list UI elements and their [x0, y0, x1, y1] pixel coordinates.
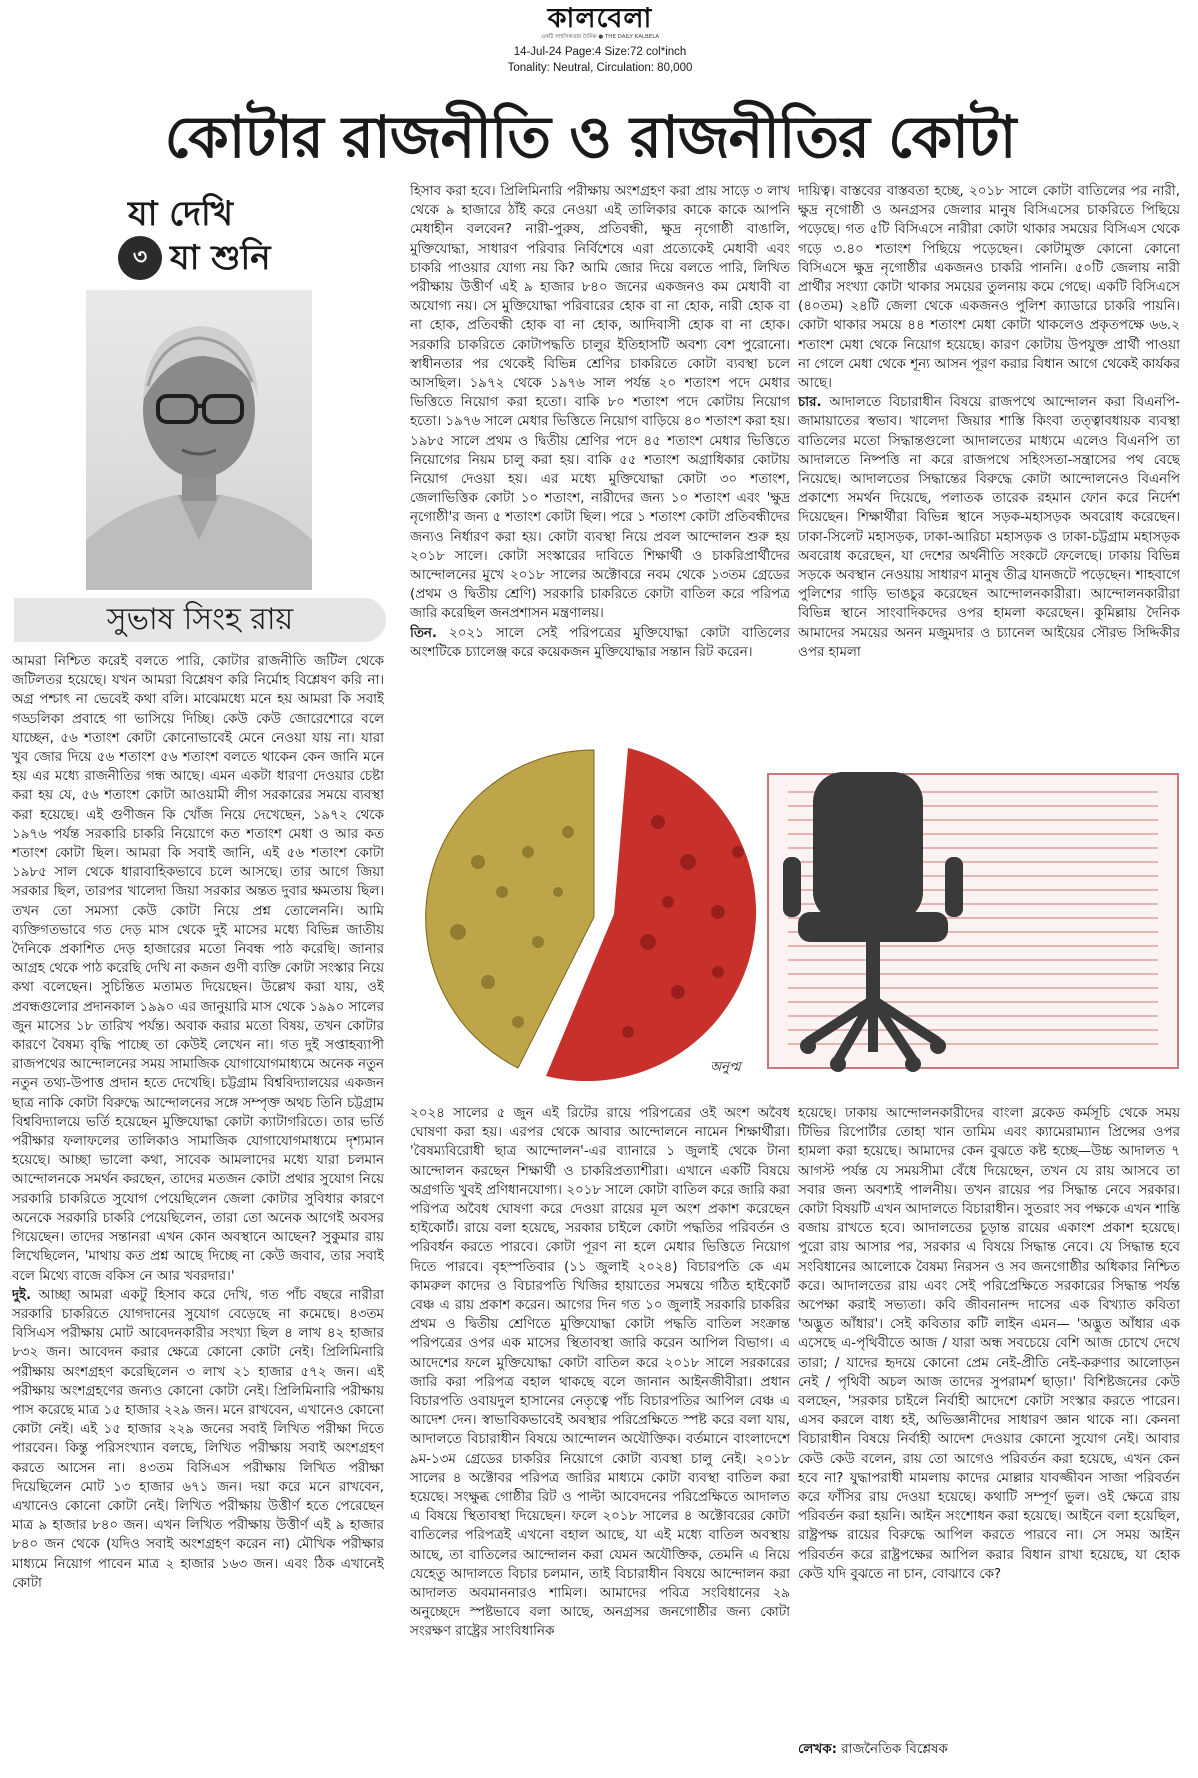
column-brand-bottom: যা শুনি — [170, 238, 271, 278]
column-brand — [118, 188, 318, 288]
illustration-signature: অনুপ্ম — [710, 1060, 741, 1075]
newspaper-logo: কালবেলা — [547, 3, 653, 34]
column-2-top-paragraph-three: ২০২১ সালে সেই পরিপত্রের মুক্তিযোদ্ধা কোটা বাতিলের অংশটিকে চ্যালেঞ্জ করে কয়েকজন মুক্তিযোদ্ধার সন্তান রিট করেন। — [410, 625, 790, 660]
author-name: সুভাষ সিংহ রায় — [14, 598, 386, 642]
column-brand-eye-icon: ৩ — [118, 236, 162, 280]
column-2-bottom-paragraph: ২০২৪ সালের ৫ জুন এই রিটের রায়ে পরিপত্রের ওই অংশ অবৈধ ঘোষণা করা হয়। এরপর থেকে আবার আন্দোলনে নামেন শিক্ষার্থীরা। 'বৈষম্যবিরোধী ছাত্র আন্দোলন'-এর ব্যানারে ১ জুলাই থেকে টানা আন্দোলন করছেন শিক্ষার্থী ও চাকরিপ্রত্যাশীরা। এখানে একটি বিষয়ে অগ্রগতি খুবই প্রণিধানযোগ্য। ২০১৮ সালে কোটা বাতিল করে জারি করা পরিপত্র অবৈধ ঘোষণা করে দেওয়া রায়ের মূল অংশ প্রকাশ করেছেন হাইকোর্ট। রায়ে বলা হয়েছে, সরকার চাইলে কোটা পদ্ধতির পরিবর্তন ও পরিবর্ধন করতে পারবে। কোটা পূরণ না হলে মেধার ভিত্তিতে নিয়োগ দিতে পারবে। বৃহস্পতিবার (১১ জুলাই ২০২৪) বিচারপতি কে এম কামরুল কাদের ও বিচারপতি খিজির হায়াতের সমন্বয়ে গঠিত হাইকোর্ট বেঞ্চ এ রায় প্রকাশ করেন। আগের দিন গত ১০ জুলাই সরকারি চাকরির প্রথম ও দ্বিতীয় শ্রেণিতে মুক্তিযোদ্ধা কোটা পদ্ধতি বাতিল সংক্রান্ত পরিপত্রের ওপর এক মাসের স্থিতাবস্থা জারি করেন আপিল বিভাগ। এ আদেশের ফলে মুক্তিযোদ্ধা কোটা বাতিল করে ২০১৮ সালে সরকারের জারি করা পরিপত্র বহাল থাকছে বলে জানান আইনজীবীরা। প্রধান বিচারপতি ওবায়দুল হাসানের নেতৃত্বে পাঁচ বিচারপতির আপিল বেঞ্চ এ আদেশ দেন। স্বাভাবিকভাবেই অবস্থার পরিপ্রেক্ষিতে স্পষ্ট করে বলা যায়, আদালতে বিচারাধীন বিষয়ে আন্দোলন অযৌক্তিক। বর্তমানে বাংলাদেশে ৯ম-১৩ম গ্রেডের চাকরির নিয়োগে কোটা ব্যবস্থা চালু নেই। ২০১৮ সালের ৪ অক্টোবর পরিপত্র জারির মাধ্যমে কোটা ব্যবস্থা বাতিল করা হয়েছে। সংক্ষুব্ধ গোষ্ঠীর রিট ও পাল্টা আবেদনের পরিপ্রেক্ষিতে আদালত এ বিষয়ে স্থিতাবস্থা দিয়েছেন। ফলে ২০১৮ সালের ৪ অক্টোবরের কোটা বাতিলের পরিপত্রই এখনো বহাল আছে, যা এই মধ্যে বাতিল অবস্থায় আছে, তা বাতিলের আন্দোলন করা যেমন অযৌক্তিক, তেমনি এ নিয়ে যেহেতু আদালতে বিচার চলমান, তাই বিচারাধীন বিষয়ে আন্দোলন করা আদালত অবমাননারও শামিল। আমাদের পবিত্র সংবিধানের ২৯ অনুচ্ছেদে স্পষ্টভাবে বলা আছে, অনগ্রসর জনগোষ্ঠীর জন্য কোটা সংরক্ষণ রাষ্ট্রের সাংবিধানিক — [410, 1106, 790, 1640]
article-headline: কোটার রাজনীতি ও রাজনীতির কোটা — [164, 103, 1016, 171]
article-column-2-top — [410, 182, 790, 736]
section-label-two: দুই. — [12, 1287, 32, 1303]
clipping-meta-line-1: 14-Jul-24 Page:4 Size:72 col*inch — [513, 46, 687, 58]
column-3-bottom-paragraph: হয়েছে। ঢাকায় আন্দোলনকারীদের বাংলা ব্লকেড কর্মসূচি থেকে সময় টিভির রিপোর্টার তোহা খান তামিম এবং ক্যামেরাম্যান প্রিন্সের ওপর হামলা করা হয়েছে। আমাদের কেন বুঝতে কষ্ট হচ্ছে—উচ্চ আদালত ৭ আগস্ট পর্যন্ত যে সময়সীমা বেঁধে দিয়েছেন, তখন যে রায় আসবে তা সবার জন্য অবশ্যই পালনীয়। তখন রায়ের পর সিদ্ধান্ত নেবে সরকার। কোটা বিষয়টি এখন আদালতে বিচারাধীন। সুতরাং সব পক্ষকে এখন শান্তি বজায় রাখতে হবে। আদালতের চূড়ান্ত রায়ের একাংশ প্রকাশ হয়েছে। পুরো রায় আসার পর, সরকার এ বিষয়ে সিদ্ধান্ত নেবে। যে সিদ্ধান্ত হবে সংবিধানের আলোকে বৈষম্য নিরসন ও সব জনগোষ্ঠীর অধিকার নিশ্চিত করে। আদালতের রায় এবং সেই পরিপ্রেক্ষিতে সরকারের সিদ্ধান্ত পর্যন্ত অপেক্ষা করাই সভ্যতা। কবি জীবনানন্দ দাসের এক বিখ্যাত কবিতা 'অদ্ভুত আঁধার'। সেই কবিতার কটি লাইন এমন— 'অদ্ভুত আঁধার এক এসেছে এ-পৃথিবীতে আজ / যারা অন্ধ সবচেয়ে বেশি আজ চোখে দেখে তারা; / যাদের হৃদয়ে কোনো প্রেম নেই-প্রীতি নেই-করুণার আলোড়ন নেই / পৃথিবী অচল আজ তাদের সুপরামর্শ ছাড়া।' বিশিষ্টজনের কেউ বলছেন, 'সরকার চাইলে নির্বাহী আদেশে কোটা সংস্কার করতে পারেন। এসব করলে বাধ্য হই, অভিজ্ঞানীদের সাধারণ জ্ঞান থাকে না। কেননা বিচারাধীন বিষয়ে নির্বাহী আদেশ দেওয়ার কোনো সুযোগ নেই। আবার কেউ কেউ বলেন, রায় তো আগেও পরিবর্তন করা হয়েছে, এখন কেন হবে না? যুদ্ধাপরাধী মামলায় কাদের মোল্লার যাবজ্জীবন সাজা পরিবর্তন করে ফাঁসির রায় দেওয়া হয়েছে। কথাটি সম্পূর্ণ ভুল। ওই ক্ষেত্রে রায় পরিবর্তন করা হয়নি। আইন সংশোধন করা হয়েছে। আইনে বলা হয়েছিল, রাষ্ট্রপক্ষ রায়ের বিরুদ্ধে আপিল করতে পারবে না। সে সময় আইন পরিবর্তন করে রাষ্ট্রপক্ষের আপিল করার বিধান রাখা হয়েছে, যা হোক কেউ যদি বুঝতে না চান, বোঝাবে কে? — [798, 1106, 1180, 1582]
article-column-2-bottom — [410, 1104, 790, 1774]
author-portrait — [86, 290, 312, 590]
clipping-meta-line-2: Tonality: Neutral, Circulation: 80,000 — [507, 62, 693, 74]
writer-credit — [798, 1740, 1180, 1759]
article-column-3-bottom — [798, 1104, 1180, 1704]
writer-label: লেখক: — [798, 1742, 837, 1757]
newspaper-tagline: একটি সাহসিকতার দৈনিক ● THE DAILY KALBELA — [540, 34, 660, 40]
article-column-1 — [12, 652, 384, 1774]
column-1-paragraph: আমরা নিশ্চিত করেই বলতে পারি, কোটার রাজনীতি জটিল থেকে জটিলতর হয়েছে। যখন আমরা বিশ্লেষণ করি নির্মোহ বিশ্লেষণ করি না। অগ্র পশ্চাৎ না ভেবেই কথা বলি। মাঝেমধ্যে মনে হয় আমরা কি সবাই গড্ডলিকা প্রবাহে গা ভাসিয়ে দিচ্ছি। কেউ কেউ জোরেশোরে বলে যাচ্ছেন, ৫৬ শতাংশ কোটা কোনোভাবেই মেনে নেওয়া যায় না। যারা খুব জোর দিয়ে ৫৬ শতাংশ ৫৬ শতাংশ বলতে থাকেন কেন জানি মনে হয় এর মধ্যে রাজনীতির গন্ধ আছে। এমন একটা ধারণা দেওয়ার চেষ্টা করা হয় যে, ৫৬ শতাংশ কোটা আওয়ামী লীগ সরকারের সময়ে ব্যবস্থা করা হয়েছে। এই গুণীজন কি খোঁজ নিয়ে দেখেছেন, ১৯৭২ থেকে ১৯৭৬ পর্যন্ত সরকারি চাকরি নিয়োগে কত শতাংশ মেধা ও আর কত শতাংশ কোটা ছিল। আমরা কি সবাই জানি, এই ৫৬ শতাংশ কোটা ১৯৮৫ সাল থেকে ধারাবাহিকভাবে চলে আসছে। তার আগে জিয়া সরকার ছিল, তারপর খালেদা জিয়া সরকার অন্তত দুবার ক্ষমতায় ছিল। তখন তো সমস্যা কেউ কোটা নিয়ে প্রশ্ন তোলেননি। আমি ব্যক্তিগতভাবে গত দেড় মাস থেকে দুই মাসের মধ্যে বিভিন্ন জাতীয় দৈনিকে প্রকাশিত দেড় হাজারের মতো নিবন্ধ পাঠ করেছি। জানার আগ্রহ থেকে পাঠ করেছি দেখি না কজন গুণী ব্যক্তি কোটা সংস্কার নিয়ে কথা বলেছেন। সুচিন্তিত মতামত দিয়েছেন। উল্লেখ করা যায়, ওই প্রবন্ধগুলোর প্রদানকাল ১৯৯০ এর জানুয়ারি মাস থেকে ১৯৯০ সালের জুন মাসের ১৮ তারিখ পর্যন্ত। অবাক করার মতো বিষয়, তখন কোটার কারণে বৈষম্য বৃদ্ধি পাচ্ছে তা কেউই লেখেন না। গত দুই সপ্তাহব্যাপী রাজপথের আন্দোলনের সময় সামাজিক যোগাযোগমাধ্যমে অনেক নতুন নতুন তথ্য-উপাত্ত প্রদান হতে দেখেছি। চট্টগ্রাম বিশ্ববিদ্যালয়ের একজন ছাত্র নাকি কোটা বিরুদ্ধে আন্দোলনের সঙ্গে সম্পৃক্ত অথচ তিনি চট্টগ্রাম বিশ্ববিদ্যালয়ে ভর্তি হয়েছেন মুক্তিযোদ্ধা কোটা ক্যাটাগরিতে। তার ভর্তি পরীক্ষার ফলাফলের তালিকাও সামাজিক যোগাযোগমাধ্যমে দৃশ্যমান হয়েছে। আচ্ছা ভালো কথা, সাবেক আমলাদের মধ্যে যারা চলমান আন্দোলনকে সমর্থন করছেন, তাদের মতজন কোটা প্রথার সুযোগ নিয়ে সরকারি চাকরিতে সুযোগ পেয়েছিলেন জেলা কোটার সুবিধার কারণে অনেকে সরকারি চাকরি পেয়েছিলেন, তারা তো অনেক আগেই অবসর গিয়েছেন। তাদের সন্তানরা এখন কোন অবস্থানে আছেন? সুকুমার রায় লিখেছিলেন, 'মাথায় কত প্রশ্ন আছে দিচ্ছে না কেউ জবাব, তার সবাই বলে মিথ্যে বাজে বকিস নে আর খবরদার।' — [12, 654, 384, 1284]
article-illustration — [418, 742, 1182, 1092]
writer-title: রাজনৈতিক বিশ্লেষক — [836, 1742, 948, 1757]
column-3-top-paragraph-four: আদালতে বিচারাধীন বিষয়ে রাজপথে আন্দোলন করা বিএনপি-জামায়াতের স্বভাব। খালেদা জিয়ার শাস্তি কিংবা তত্ত্বাবধায়ক ব্যবস্থা বাতিলের মতো সিদ্ধান্তগুলো আদালতের মাধ্যমে এলেও বিএনপি তা আদালতে নিষ্পত্তি না করে রাজপথে সহিংসতা-সন্ত্রাসের পথ বেছে নিয়েছে। আদালতের সিদ্ধান্তের বিরুদ্ধে কোটা আন্দোলনেও বিএনপি প্রকাশ্যে সমর্থন দিয়েছে, পলাতক তারেক রহমান ফোন করে নির্দেশ দিয়েছেন। শিক্ষার্থীরা বিভিন্ন স্থানে সড়ক-মহাসড়ক অবরোধ করেছেন। ঢাকা-সিলেট মহাসড়ক, ঢাকা-আরিচা মহাসড়ক ও ঢাকা-চট্টগ্রাম মহাসড়ক অবরোধ করেছেন, যা দেশের অর্থনীতি সংকটে ফেলেছে। ঢাকায় বিভিন্ন সড়কে অবস্থান নেওয়ায় সাধারণ মানুষ তীব্র যানজটে পড়েছেন। শাহবাগে পুলিশের গাড়ি ভাঙচুর করেছেন আন্দোলনকারীরা। আন্দোলনকারীরা বিভিন্ন স্থানে সাংবাদিকদের ওপর হামলা করেছেন। কুমিল্লায় দৈনিক আমাদের সময়ের অনন মজুমদার ও চ্যানেল আইয়ের সৌরভ সিদ্দিকীর ওপর হামলা — [798, 395, 1180, 660]
column-brand-top: যা দেখি — [128, 194, 233, 234]
column-3-top-paragraph: দায়িত্ব। বাস্তবের বাস্তবতা হচ্ছে, ২০১৮ সালে কোটা বাতিলের পর নারী, ক্ষুদ্র নৃগোষ্ঠী ও অনগ্রসর জেলার মানুষ বিসিএসের চাকরিতে পিছিয়ে পড়েছে। গত ৫টি বিসিএসে নারীরা কোটা থাকার সময়ের বিসিএস থেকে গড়ে ৩.৪০ শতাংশ পিছিয়ে পড়েছেন। কোটামুক্ত কোনো কোনো বিসিএসে ক্ষুদ্র নৃগোষ্ঠীর একজনও চাকরি পাননি। ৫০টি জেলায় নারী প্রার্থীর সংখ্যা কোটা থাকার সময়ের তুলনায় কমে গেছে। একটি বিসিএসে (৪০তম) ২৪টি জেলা থেকে একজনও পুলিশ ক্যাডারে চাকরি পায়নি। কোটা থাকার সময়ে ৪৪ শতাংশ মেধা কোটা থাকলেও প্রকৃতপক্ষে ৬৬.২ শতাংশ মেধা থেকে নিয়োগ হয়েছে। কারণ কোটায় উপযুক্ত প্রার্থী পাওয়া না গেলে মেধা থেকে শূন্য আসন পূরণ করার বিধান আগে থেকেই কার্যকর আছে। — [798, 184, 1180, 392]
column-2-top-paragraph: হিসাব করা হবে। প্রিলিমিনারি পরীক্ষায় অংশগ্রহণ করা প্রায় সাড়ে ৩ লাখ থেকে ৯ হাজারে ঠাঁই করে নেওয়া এই তালিকার কাকে কাকে আপনি মেধাহীন বলবেন? নারী-পুরুষ, প্রতিবন্ধী, ক্ষুদ্র নৃগোষ্ঠী বাঙালি, মুক্তিযোদ্ধা, সাধারণ পরিবার নির্বিশেষে এরা প্রত্যেকেই মেধাবী এবং চাকরি পাওয়ার যোগ্য নয় কি? আমি জোর দিয়ে বলতে পারি, লিখিত পরীক্ষায় উত্তীর্ণ এই ৯ হাজার ৮৪০ জনের একজনও কম মেধাবী বা অযোগ্য নয়। সে মুক্তিযোদ্ধা পরিবারের হোক বা না হোক, নারী হোক বা না হোক, প্রতিবন্ধী হোক বা না হোক, আদিবাসী হোক বা না হোক। সরকারি চাকরিতে কোটাপদ্ধতি চালুর ইতিহাসটি অবশ্য বেশ পুরোনো। স্বাধীনতার পর থেকেই বিভিন্ন শ্রেণির চাকরিতে কোটা ব্যবস্থা চলে আসছিল। ১৯৭২ থেকে ১৯৭৬ সাল পর্যন্ত ২০ শতাংশ পদে মেধার ভিত্তিতে নিয়োগ করা হতো। বাকি ৮০ শতাংশ পদে কোটায় নিয়োগ হতো। ১৯৭৬ সালে মেধার ভিত্তিতে নিয়োগ বাড়িয়ে ৪০ শতাংশ করা হয়। ১৯৮৫ সালে প্রথম ও দ্বিতীয় শ্রেণির পদে ৪৫ শতাংশ মেধার ভিত্তিতে নিয়োগের নিয়ম চালু করা হয়। বাকি ৫৫ শতাংশ অগ্রাধিকার কোটায় নিয়োগ দেওয়া হয়। এর মধ্যে মুক্তিযোদ্ধা কোটা ৩০ শতাংশ, জেলাভিত্তিক কোটা ১০ শতাংশ, নারীদের জন্য ১০ শতাংশ এবং 'ক্ষুদ্র নৃগোষ্ঠী'র জন্য ৫ শতাংশ কোটা ছিল। পরে ১ শতাংশ কোটা প্রতিবন্ধীদের জন্যও নির্ধারণ করা হয়। কোটা ব্যবস্থা নিয়ে প্রবল আন্দোলন শুরু হয় ২০১৮ সালে। কোটা সংস্কারের দাবিতে শিক্ষার্থী ও চাকরিপ্রার্থীদের আন্দোলনের মুখে ২০১৮ সালের অক্টোবরে নবম থেকে ১৩তম গ্রেডের (প্রথম ও দ্বিতীয় শ্রেণি) সরকারি চাকরিতে কোটা বাতিল করে পরিপত্র জারি করেছিল জনপ্রশাসন মন্ত্রণালয়। — [410, 184, 790, 622]
section-label-four: চার. — [798, 395, 822, 411]
column-1-paragraph-two: আচ্ছা আমরা একটু হিসাব করে দেখি, গত পাঁচ বছরে নারীরা সরকারি চাকরিতে যোগদানের সুযোগ বেড়েছে না কমেছে। ৪৩তম বিসিএস পরীক্ষায় মোট আবেদনকারীর সংখ্যা ছিল ৪ লাখ ৪২ হাজার ৮৩২ জন। আবেদন করার ক্ষেত্রে কোনো কোটা নেই। প্রিলিমিনারি পরীক্ষায় অংশগ্রহণ করেছিলেন ৩ লাখ ২১ হাজার ৫৭২ জন। এই পরীক্ষায় অংশগ্রহণের জন্যও কোনো কোটা নেই। প্রিলিমিনারি পরীক্ষায় পাস করেছে মাত্র ১৫ হাজার ২২৯ জন। মনে রাখবেন, এখানেও কোনো কোটা নেই। এই ১৫ হাজার ২২৯ জনের সবাই লিখিত পরীক্ষা দিতে পারবেন। কিন্তু পরিসংখ্যান বলছে, লিখিত পরীক্ষায় সবাই অংশগ্রহণ করতে আসেন না। ৪৩তম বিসিএস পরীক্ষায় লিখিত পরীক্ষা দিয়েছিলেন মোট ১৩ হাজার ৬৭১ জন। দয়া করে মনে রাখবেন, এখানেও কোনো কোটা নেই। লিখিত পরীক্ষায় উত্তীর্ণ হতে পেরেছেন মাত্র ৯ হাজার ৮৪০ জন। এখন লিখিত পরীক্ষায় উত্তীর্ণ এই ৯ হাজার ৮৪০ জন থেকে (যদিও সবাই অংশগ্রহণ করেন না) মৌখিক পরীক্ষার মাধ্যমে নিয়োগ পাবেন মাত্র ২ হাজার ১৬৩ জন। এবং ঠিক এখানেই কোটা — [12, 1287, 384, 1591]
article-column-3-top — [798, 182, 1180, 736]
section-label-three: তিন. — [410, 625, 437, 641]
